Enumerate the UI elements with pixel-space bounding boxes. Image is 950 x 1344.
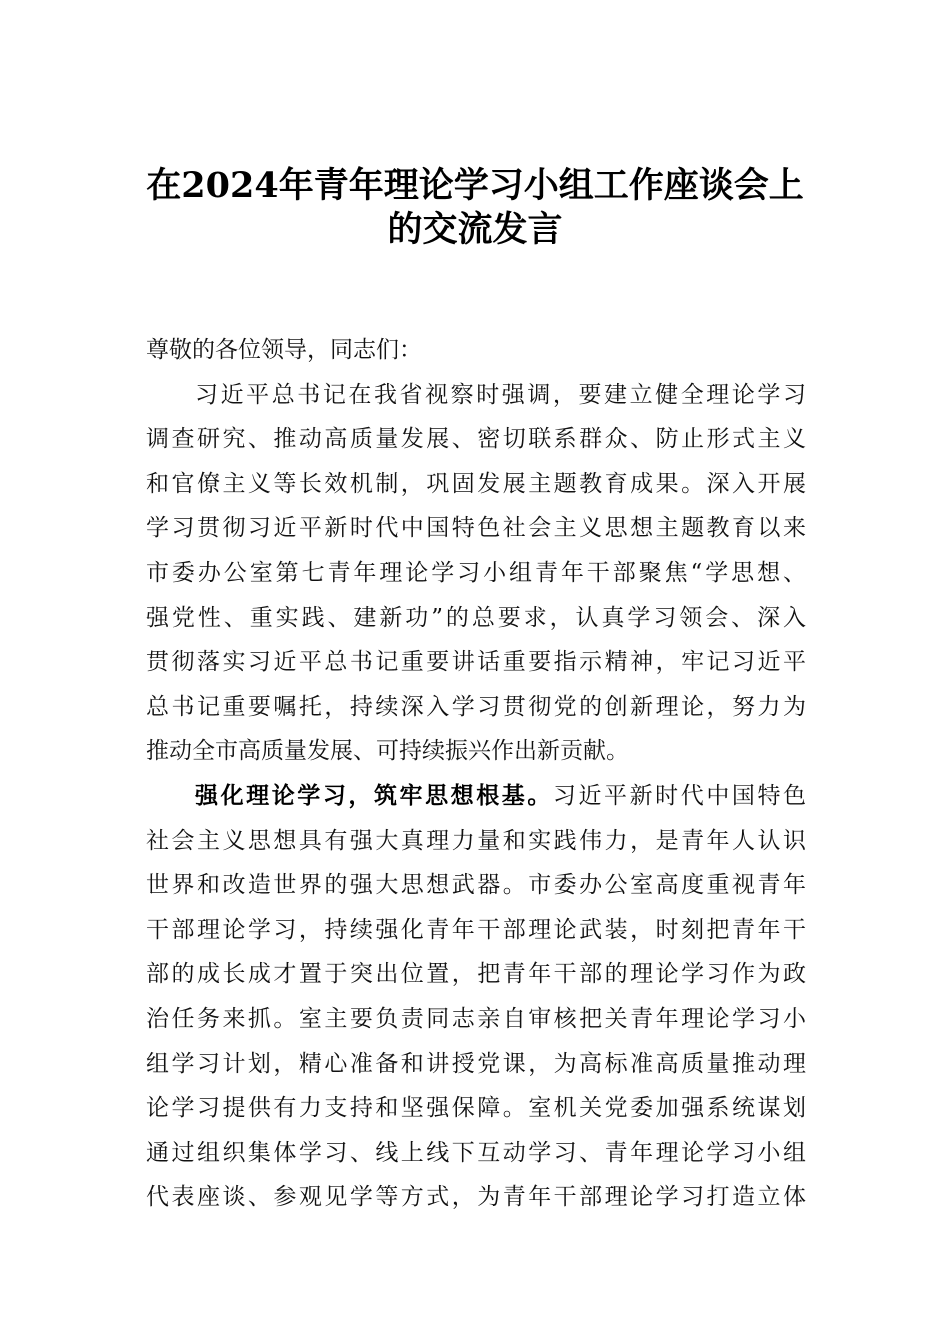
- paragraph-line: 干部理论学习，持续强化青年干部理论武装，时刻把青年干: [146, 916, 806, 943]
- section-1: [146, 774, 806, 1220]
- document-body: [146, 328, 806, 1220]
- section-1-first-line-text: 习近平新时代中国特色: [552, 782, 807, 809]
- section-1-first-line: [146, 774, 806, 819]
- paragraph-line: 代表座谈、参观见学等方式，为青年干部理论学习打造立体: [146, 1184, 806, 1211]
- paragraph-line: 社会主义思想具有强大真理力量和实践伟力，是青年人认识: [146, 827, 806, 854]
- paragraph-line: 推动全市高质量发展、可持续振兴作出新贡献。: [146, 738, 629, 765]
- paragraph-line: 部的成长成才置于突出位置，把青年干部的理论学习作为政: [146, 961, 806, 988]
- paragraph-line: 论学习提供有力支持和坚强保障。室机关党委加强系统谋划: [146, 1095, 806, 1122]
- paragraph-line: 强党性、重实践、建新功”的总要求，认真学习领会、深入: [146, 604, 806, 631]
- paragraph-line: 世界和改造世界的强大思想武器。市委办公室高度重视青年: [146, 872, 806, 899]
- document-title-line-1: 在2024年青年理论学习小组工作座谈会上: [146, 165, 804, 206]
- paragraph-line: 总书记重要嘱托，持续深入学习贯彻党的创新理论，努力为: [146, 693, 806, 720]
- section-1-heading: 强化理论学习，筑牢思想根基。: [195, 781, 553, 809]
- paragraph-line: 习近平总书记在我省视察时强调，要建立健全理论学习: [195, 381, 806, 408]
- document-title-line-2: 的交流发言: [387, 209, 563, 250]
- paragraph-line: 学习贯彻习近平新时代中国特色社会主义思想主题教育以来: [146, 515, 806, 542]
- paragraph-line: 市委办公室第七青年理论学习小组青年干部聚焦“学思想、: [146, 559, 806, 586]
- paragraph-line: 调查研究、推动高质量发展、密切联系群众、防止形式主义: [146, 426, 806, 453]
- paragraph-line: 组学习计划，精心准备和讲授党课，为高标准高质量推动理: [146, 1050, 806, 1077]
- paragraph-line: 和官僚主义等长效机制，巩固发展主题教育成果。深入开展: [146, 470, 806, 497]
- paragraph-line: 通过组织集体学习、线上线下互动学习、青年理论学习小组: [146, 1139, 806, 1166]
- paragraph-line: 贯彻落实习近平总书记重要讲话重要指示精神，牢记习近平: [146, 649, 806, 676]
- paragraph-1: [146, 373, 806, 774]
- salutation: 尊敬的各位领导，同志们：: [146, 337, 422, 363]
- paragraph-line: 治任务来抓。室主要负责同志亲自审核把关青年理论学习小: [146, 1005, 806, 1032]
